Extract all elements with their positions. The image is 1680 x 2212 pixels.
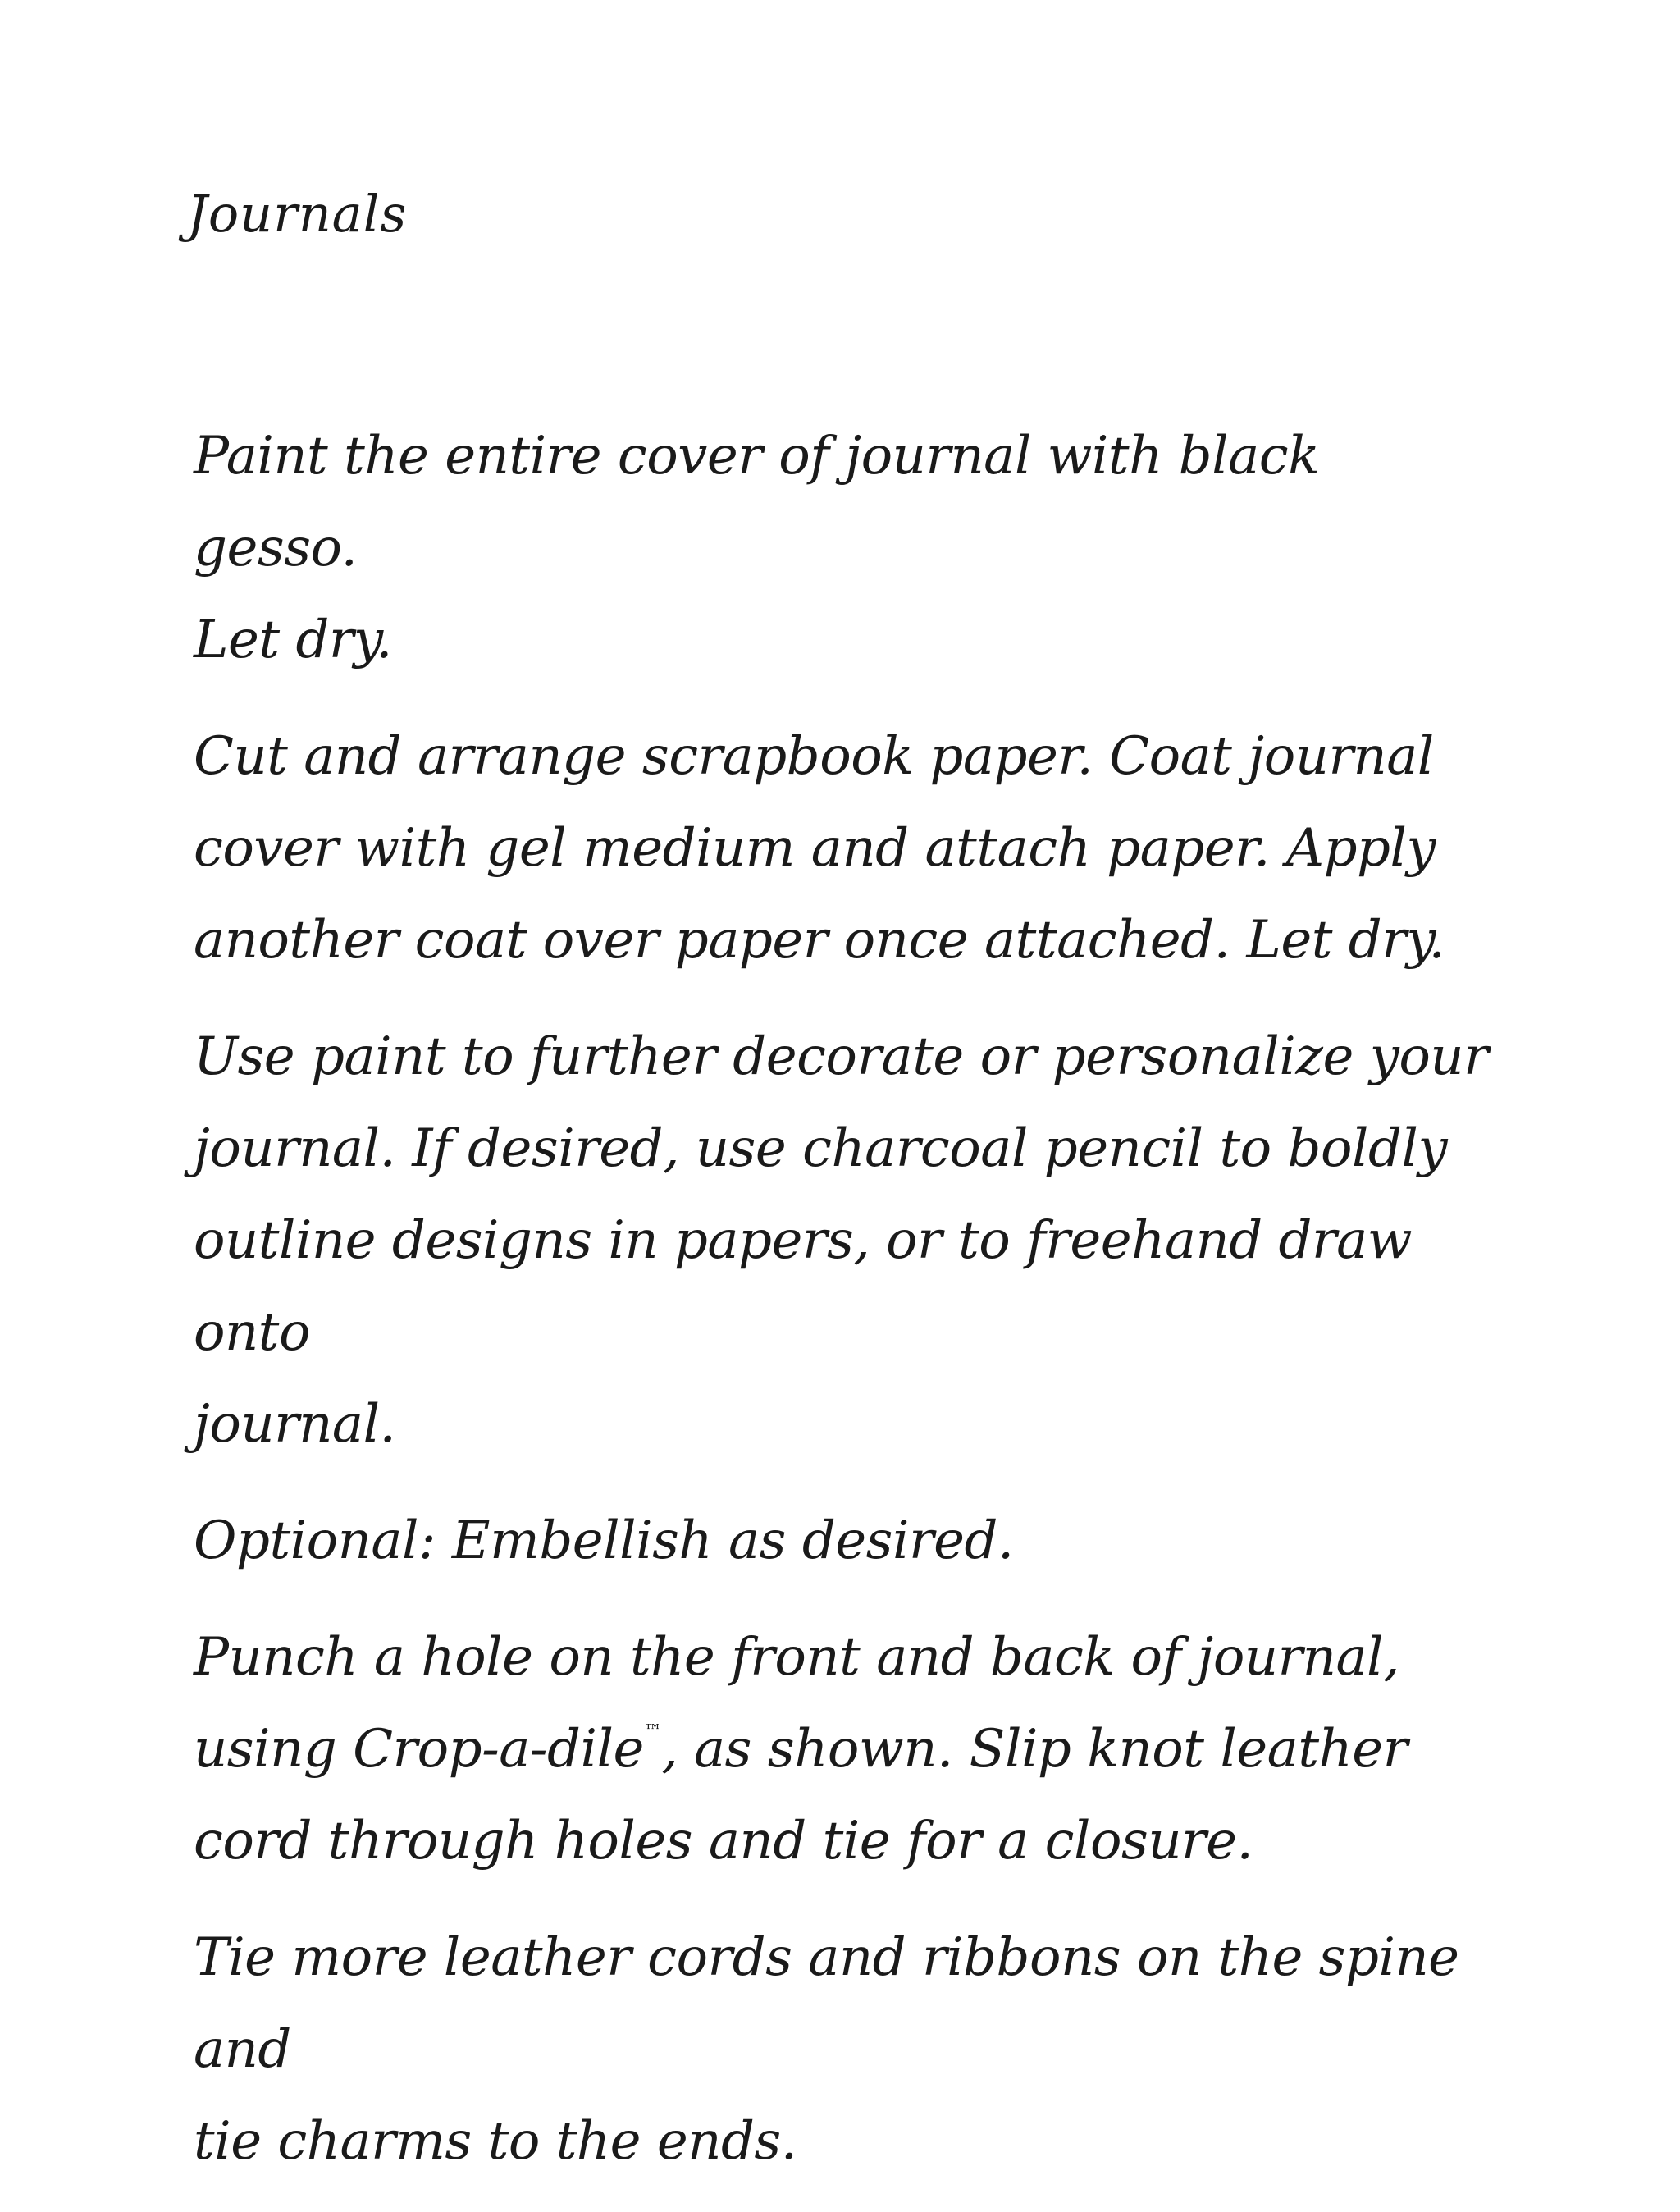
instruction-paragraph-decorate: Use paint to further decorate or personalize your journal. If desired, use charcoal pencil to boldly outline designs in papers, or to freehand draw onto journal. xyxy=(194,1026,1489,1455)
punch-hole-text-start: Punch a hole on the front and back of journal, using Crop-a-dile xyxy=(194,1627,1399,1780)
instruction-paragraph-punch-hole xyxy=(194,1611,1490,1887)
instruction-paragraph-optional: Optional: Embellish as desired. xyxy=(194,1510,1014,1571)
instructions-body xyxy=(194,410,1490,2212)
punch-hole-text-end: , as shown. Slip knot leather cord through holes and tie for a closure. xyxy=(194,1719,1408,1872)
trademark-symbol: ™ xyxy=(643,1721,662,1742)
instruction-paragraph-gesso: Paint the entire cover of journal with black gesso. Let dry. xyxy=(194,426,1320,670)
instruction-paragraph-tie-cords: Tie more leather cords and ribbons on the spine and tie charms to the ends. xyxy=(194,1927,1459,2172)
instruction-paragraph-scrapbook-paper: Cut and arrange scrapbook paper. Coat journal cover with gel medium and attach paper. Apply another coat over paper once attached. Let dry. xyxy=(194,726,1445,971)
page-title: Journals xyxy=(187,184,408,244)
